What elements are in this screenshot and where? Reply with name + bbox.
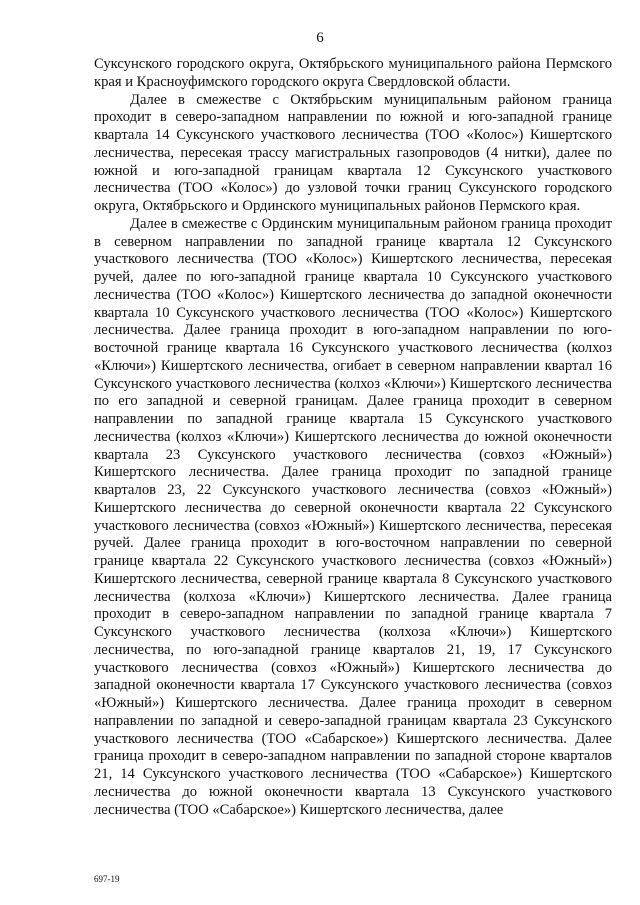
document-code: 697-19: [94, 874, 120, 884]
paragraph-oktyabrsky-border: Далее в смежестве с Октябрьским муниципальным районом граница проходит в северо-западном направлении по южной и юго-западной границе квартала 14 Суксунского участкового лесничества (ТОО «Колос») Кишертского лесничества, пересекая трассу магистральных газопроводов (4 нитки), далее по южной и юго-западной границам квартала 12 Суксунского участкового лесничества (ТОО «Колос») до узловой точки границ Суксунского городского округа, Октябрьского и Ординского муниципальных районов Пермского края.: [94, 91, 612, 214]
paragraph-continuation: Суксунского городского округа, Октябрьского муниципального района Пермского края и Красноуфимского городского округа Свердловской области.: [94, 56, 612, 90]
paragraph-ordinsky-border: Далее в смежестве с Ординским муниципальным районом граница проходит в северном направлении по западной границе квартала 12 Суксунского участкового лесничества (ТОО «Колос») Кишертского лесничества, пересекая ручей, далее по юго-западной границе квартала 10 Суксунского участкового лесничества (ТОО «Колос») Кишертского лесничества до западной оконечности квартала 10 Суксунского участкового лесничества (ТОО «Колос») Кишертского лесничества. Далее граница проходит в юго-западном направлении по юго-восточной границе квартала 16 Суксунского участкового лесничества (колхоз «Ключи») Кишертского лесничества, огибает в северном направлении квартал 16 Суксунского участкового лесничества (колхоз «Ключи») Кишертского лесничества по его западной и северной границам. Далее граница проходит в северном направлении по западной границе квартала 15 Суксунского участкового лесничества (колхоз «Ключи») Кишертского лесничества до южной оконечности квартала 23 Суксунского участкового лесничества (совхоз «Южный») Кишертского лесничества. Далее граница проходит по западной границе кварталов 23, 22 Суксунского участкового лесничества (совхоз «Южный») Кишертского лесничества до северной оконечности квартала 22 Суксунского участкового лесничества (совхоз «Южный») Кишертского лесничества, пересекая ручей. Далее граница проходит в юго-восточном направлении по северной границе квартала 22 Суксунского участкового лесничества (совхоз «Южный») Кишертского лесничества, северной границе квартала 8 Суксунского участкового лесничества (колхоза «Ключи») Кишертского лесничества. Далее граница проходит в северо-западном направлении по западной границе квартала 7 Суксунского участкового лесничества (колхоза «Ключи») Кишертского лесничества, по юго-западной границе кварталов 21, 19, 17 Суксунского участкового лесничества (совхоз «Южный») Кишертского лесничества до западной оконечности квартала 17 Суксунского участкового лесничества (совхоз «Южный») Кишертского лесничества. Далее граница проходит в северном направлении по западной и северо-западной границам квартала 23 Суксунского участкового лесничества (ТОО «Сабарское») Кишертского лесничества. Далее граница проходит в северо-западном направлении по западной стороне кварталов 21, 14 Суксунского участкового лесничества (ТОО «Сабарское») Кишертского лесничества до южной оконечности квартала 13 Суксунского участкового лесничества (ТОО «Сабарское») Кишертского лесничества, далее: [94, 215, 612, 818]
document-body: [94, 56, 612, 819]
page-number: 6: [316, 30, 324, 46]
